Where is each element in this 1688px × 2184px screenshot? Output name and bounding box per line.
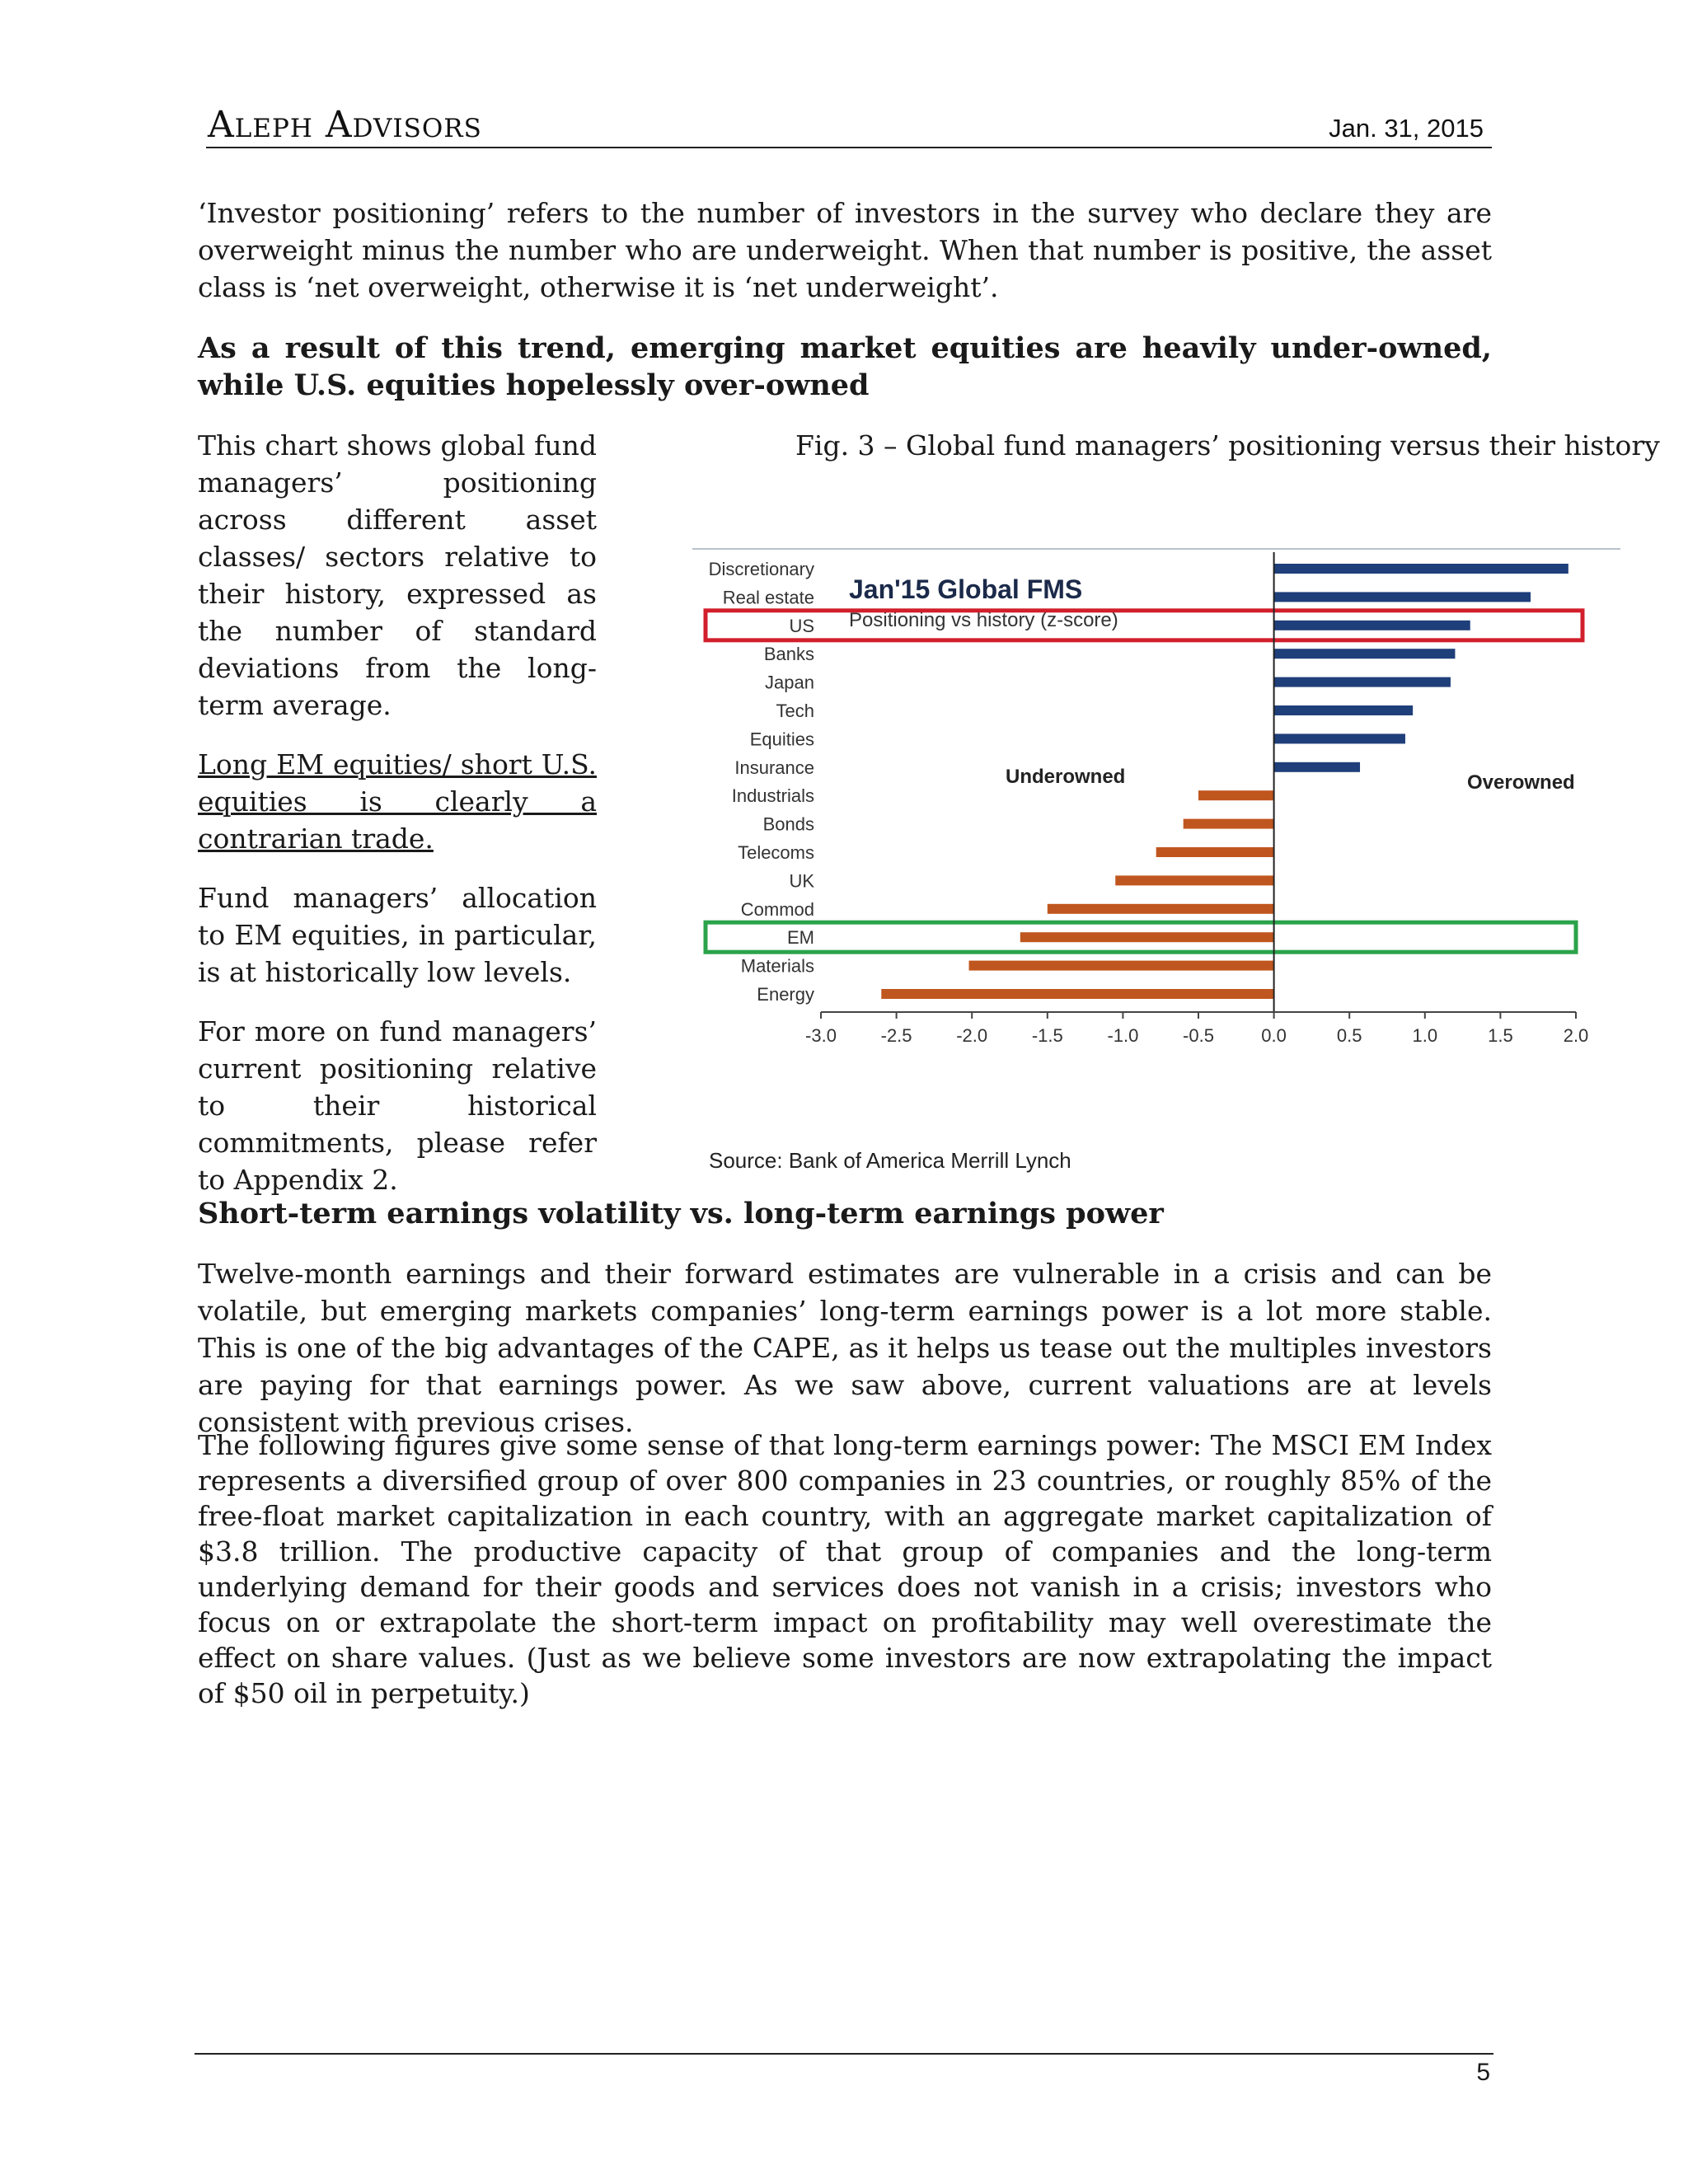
- bar-discretionary: [1274, 564, 1568, 574]
- x-tick-label: 0.0: [1261, 1025, 1287, 1046]
- sidebar-paragraph-em-allocation: Fund managers’ allocation to EM equities, in particular, is at historically low levels.: [198, 882, 597, 988]
- chart-source: Source: Bank of America Merrill Lynch: [709, 1148, 1071, 1173]
- category-label-telecoms: Telecoms: [738, 842, 814, 863]
- underowned-annotation: Underowned: [1006, 766, 1126, 788]
- earnings-paragraph: Twelve-month earnings and their forward estimates are vulnerable in a crisis and can be volatile, but emerging markets companies’ long-term earnings power is a lot more stable. This is one of the big advantages of the CAPE, as it helps us tease out the multiples investors are paying for that earnings power. As we saw above, current valuations are at levels consistent with previous crises.: [198, 1258, 1492, 1438]
- category-label-industrials: Industrials: [731, 785, 814, 807]
- category-label-uk: UK: [789, 870, 814, 892]
- category-label-em: EM: [787, 927, 814, 949]
- header-divider: [206, 147, 1492, 148]
- x-tick-label: -0.5: [1183, 1025, 1214, 1046]
- category-label-us: US: [789, 615, 814, 636]
- page-number: 5: [1476, 2059, 1490, 2086]
- bar-japan: [1274, 677, 1451, 687]
- category-label-materials: Materials: [740, 955, 814, 977]
- bar-industrials: [1198, 790, 1274, 800]
- bar-commod: [1048, 904, 1274, 914]
- x-tick-label: -3.0: [805, 1025, 837, 1046]
- section-heading-earnings: Short-term earnings volatility vs. long-term earnings power: [198, 1197, 1164, 1230]
- x-tick-label: -1.0: [1107, 1025, 1139, 1046]
- category-label-japan: Japan: [765, 672, 814, 693]
- bar-tech: [1274, 705, 1414, 715]
- x-tick-label: -2.5: [880, 1025, 912, 1046]
- bar-equities: [1274, 733, 1405, 743]
- category-label-banks: Banks: [763, 644, 814, 665]
- chart-title: Jan'15 Global FMS: [849, 574, 1083, 604]
- figure-caption: Fig. 3 – Global fund managers’ positioning versus their history: [795, 429, 1660, 462]
- category-label-insurance: Insurance: [734, 757, 814, 778]
- category-label-energy: Energy: [757, 984, 814, 1005]
- category-label-tech: Tech: [776, 701, 814, 721]
- x-tick-label: 1.5: [1488, 1025, 1513, 1046]
- bar-telecoms: [1156, 847, 1274, 857]
- x-tick-label: 2.0: [1563, 1025, 1589, 1046]
- fms-positioning-chart: [692, 544, 1620, 1055]
- sidebar-commentary: [198, 427, 597, 1221]
- category-label-equities: Equities: [749, 729, 814, 750]
- report-date: Jan. 31, 2015: [1329, 114, 1484, 143]
- msci-paragraph: The following figures give some sense of that long-term earnings power: The MSCI EM Index represents a diversified group of over 800 companies in 23 countries, or roughly 85% of the free-float market capitalization in each country, with an aggregate market capitalization of $3.8 trillion. The productive capacity of that group of companies and the long-term underlying demand for their goods and services does not vanish in a crisis; investors who focus on or extrapolate the short-term impact on profitability may well overestimate the effect on share values. (Just as we believe some investors are now extrapolating the impact of $50 oil in perpetuity.): [198, 1429, 1492, 1709]
- bar-em: [1020, 932, 1274, 942]
- section-heading-positioning: As a result of this trend, emerging market equities are heavily under-owned, while U.S. equities hopelessly over-owned: [198, 331, 1492, 402]
- intro-paragraph: ‘Investor positioning’ refers to the number of investors in the survey who declare they are overweight minus the number who are underweight. When that number is positive, the asset class is ‘net overweight, otherwise it is ‘net underweight’.: [198, 197, 1492, 303]
- chart-subtitle: Positioning vs history (z-score): [849, 609, 1118, 631]
- category-label-commod: Commod: [740, 898, 814, 920]
- x-tick-label: -2.0: [956, 1025, 988, 1046]
- footer-divider: [195, 2053, 1493, 2055]
- bar-real-estate: [1274, 592, 1531, 602]
- x-tick-label: -1.5: [1031, 1025, 1063, 1046]
- bar-materials: [969, 961, 1274, 971]
- category-label-discretionary: Discretionary: [708, 559, 814, 579]
- category-label-real-estate: Real estate: [722, 587, 814, 608]
- bar-bonds: [1184, 819, 1274, 829]
- x-tick-label: 0.5: [1336, 1025, 1362, 1046]
- x-tick-label: 1.0: [1412, 1025, 1438, 1046]
- sidebar-paragraph-contrarian-trade: Long EM equities/ short U.S. equities is clearly a contrarian trade.: [198, 748, 597, 855]
- bar-uk: [1115, 875, 1273, 885]
- bar-banks: [1274, 649, 1456, 658]
- brand-name: Aleph Advisors: [208, 104, 482, 146]
- category-label-bonds: Bonds: [762, 813, 814, 835]
- bar-insurance: [1274, 762, 1360, 772]
- bar-energy: [881, 989, 1273, 999]
- bar-us: [1274, 621, 1470, 630]
- sidebar-paragraph-chart-explanation: This chart shows global fund managers’ positioning across different asset classes/ sectors relative to their history, expressed as the number of standard deviations from the long-term average.: [198, 429, 597, 721]
- overowned-annotation: Overowned: [1467, 771, 1575, 794]
- sidebar-paragraph-appendix-reference: For more on fund managers’ current positioning relative to their historical commitments, please refer to Appendix 2.: [198, 1015, 597, 1196]
